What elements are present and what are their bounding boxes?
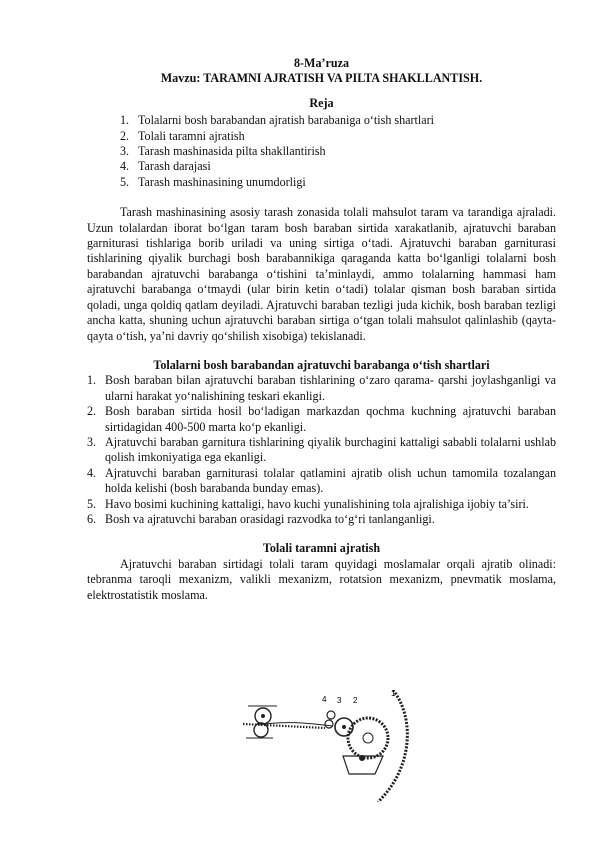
doffer-hub bbox=[363, 733, 373, 743]
carding-mechanism-diagram bbox=[243, 690, 413, 802]
figure-label: 1 bbox=[391, 690, 396, 698]
intro-paragraph: Tarash mashinasining asosiy tarash zonasida tolali mahsulot taram va tarandiga ajraladi. Uzun tolalardan iborat bo‘lgan taram bosh baraban sirtida xarakatlanib, ajratuvchi baraban garniturasi tishlariga borib uriladi va uning sirtiga o‘tadi. Ajratuvchi baraban garniturasi tishlarining qiyalik burchagi bosh barabannikiga qaraganda katta bo‘lganligi tolalarni bosh barabandan ajratuvchi barabanga o‘tishini ta’minlaydi, ammo tolalarning hammasi ham ajratuvchi barabanga o‘tmaydi (ular birin ketin o‘tadi) tolalar qisman bosh baraban sirtida qoladi, unga qoldiq qatlam deyiladi. Ajratuvchi baraban tezligi juda kichik, bosh baraban tezligi ancha katta, shuning uchun ajratuvchi baraban sirtiga o‘tgan tolali mahsulot qalinlashib (qayta-qayta o‘tish, ya’ni davriy qo‘shilish xisobiga) tekislanadi. bbox=[87, 205, 556, 343]
figure-label: 2 bbox=[353, 696, 358, 705]
roller-3 bbox=[327, 711, 335, 719]
doffer-roller bbox=[348, 718, 388, 758]
condition-item: 6. Bosh va ajratuvchi baraban orasidagi razvodka to‘g‘ri tanlanganligi. bbox=[87, 511, 435, 526]
plan-item: 5. Tarash mashinasining unumdorligi bbox=[120, 174, 306, 189]
condition-item: 3. Ajratuvchi baraban garnitura tishlarining qiyalik burchagini kattaligi sababli tolalarni ushlab qolish imkoniyatiga ega ekanligi. bbox=[87, 434, 556, 465]
plan-item: 4. Tarash darajasi bbox=[120, 159, 211, 174]
plan-list bbox=[120, 113, 556, 190]
separation-paragraph: Ajratuvchi baraban sirtidagi tolali taram quyidagi moslamalar orqali ajratib olinadi: tebranma taroqli mexanizm, valikli mexanizm, rotatsion mexanizm, pnevmatik moslama, elektrostatistik moslama. bbox=[87, 556, 556, 602]
conditions-list bbox=[87, 373, 556, 527]
figure-label: 4 bbox=[322, 695, 327, 704]
plan-item: 3. Tarash mashinasida pilta shakllantirish bbox=[120, 144, 326, 159]
condition-item: 4. Ajratuvchi baraban garniturasi tolalar qatlamini ajratib olish uchun tamomila tozalangan holda kelishi (bosh barabanda bunday emas). bbox=[87, 465, 556, 496]
topic-heading: Mavzu: TARAMNI AJRATISH VA PILTA SHAKLLANTISH. bbox=[160, 71, 483, 86]
plan-item: 2. Tolali taramni ajratish bbox=[120, 128, 245, 143]
web-line bbox=[258, 723, 333, 726]
separation-heading: Tolali taramni ajratish bbox=[262, 541, 381, 556]
lecture-title: 8-Ma’ruza bbox=[293, 56, 350, 70]
roller-4 bbox=[325, 720, 333, 728]
main-drum-arc bbox=[378, 690, 407, 802]
conditions-heading: Tolalarni bosh barabandan ajratuvchi barabanga o‘tish shartlari bbox=[153, 357, 490, 372]
plan-heading: Reja bbox=[309, 95, 334, 110]
figure-label: 3 bbox=[337, 696, 342, 705]
plan-item: 1. Tolalarni bosh barabandan ajratish barabaniga o‘tish shartlari bbox=[120, 113, 435, 128]
document-page bbox=[87, 56, 556, 603]
condition-item: 2. Bosh baraban sirtida hosil bo‘ladigan markazdan qochma kuchning ajratuvchi baraban sirtidagidan 400-500 marta ko‘p ekanligi. bbox=[87, 404, 556, 434]
condition-item: 5. Havo bosimi kuchining kattaligi, havo kuchi yunalishining tola ajralishiga ijobiy ta’siri. bbox=[87, 496, 529, 511]
condition-item: 1. Bosh baraban bilan ajratuvchi baraban tishlarining o‘zaro qarama- qarshi joylashganligi va ularni harakat yo‘nalishining teskari ekanligi. bbox=[87, 373, 556, 403]
